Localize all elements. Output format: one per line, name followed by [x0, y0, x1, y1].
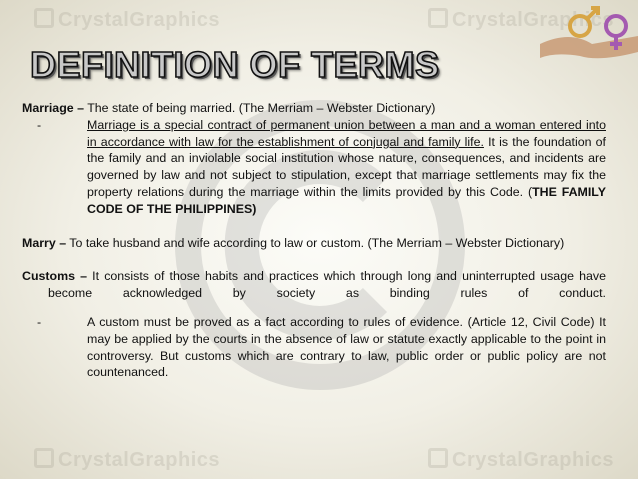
watermark-top-right: CrystalGraphics [428, 8, 614, 32]
definitions-body [22, 100, 606, 381]
term-customs: Customs – [22, 269, 88, 284]
marriage-legal-text [87, 117, 606, 218]
bullet-dash: - [37, 314, 42, 329]
marriage-definition-text: The state of being married. (The Merriam – Webster Dictionary) [83, 101, 436, 115]
marry-definition-text: To take husband and wife according to law or custom. (The Merriam – Webster Dictionary) [66, 235, 565, 250]
watermark-bottom-left: CrystalGraphics [34, 448, 220, 472]
marriage-legal-source: THE FAMILY CODE OF THE PHILIPPINES) [87, 184, 607, 216]
customs-bullet-text: A custom must be proved as a fact according to rules of evidence. (Article 12, Civil Code) It may be applied by the courts in the absence of law or statute exactly applicable to the point in controversy. But customs which are contrary to law, public order or public policy are not countenanced. [87, 314, 606, 380]
marriage-legal-underlined: Marriage is a special contract of permanent union between a man and a woman entered into in accordance with law for the establishment of conjugal and family life. [87, 117, 606, 149]
watermark-top-left: CrystalGraphics [34, 8, 220, 32]
gender-symbols-icon [540, 0, 638, 62]
customs-definition [22, 268, 606, 302]
watermark-bottom-right: CrystalGraphics [428, 448, 614, 472]
marriage-legal-bullet [22, 117, 606, 218]
page-title: DEFINITION OF TERMS [30, 44, 440, 85]
term-marriage: Marriage – [22, 101, 84, 115]
term-marry: Marry – [22, 235, 67, 250]
customs-definition-text: It consists of those habits and practices which through long and uninterrupted usage have become acknowledged by society as binding rules of conduct. [48, 269, 606, 301]
marriage-definition [22, 100, 606, 117]
marriage-legal-rest: It is the foundation of the family and an inviolable social institution whose nature, consequences, and incidents are governed by law and not subject to stipulation, except that marriage settlements may fix the property relations during the marriage within the limits provided by this Code. ( [87, 134, 606, 199]
marry-definition [22, 235, 606, 252]
customs-bullet [22, 314, 606, 381]
bullet-dash: - [37, 117, 42, 132]
